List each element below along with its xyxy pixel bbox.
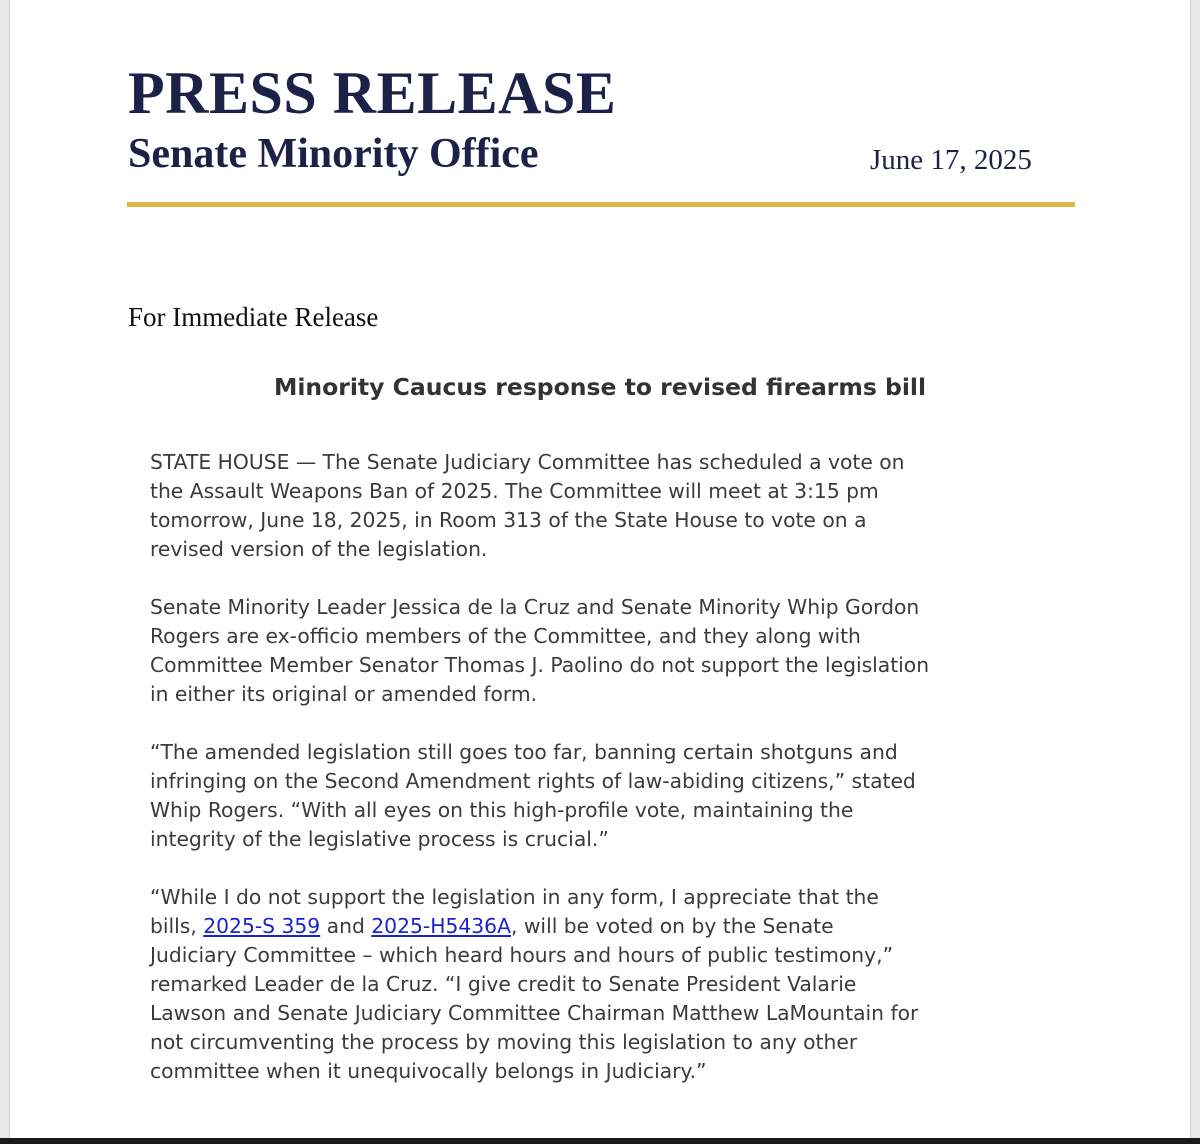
paragraph-4 <box>150 883 1090 1086</box>
release-type: For Immediate Release <box>128 302 379 332</box>
press-release-body <box>150 448 1090 1115</box>
text-line: remarked Leader de la Cruz. “I give credit to Senate President Valarie <box>150 972 857 996</box>
paragraph-3 <box>150 738 1090 854</box>
text-line: committee when it unequivocally belongs in Judiciary.” <box>150 1059 707 1083</box>
text-line: revised version of the legislation. <box>150 537 488 561</box>
text-line: Senate Minority Leader Jessica de la Cruz and Senate Minority Whip Gordon <box>150 595 920 619</box>
header-divider <box>127 202 1075 207</box>
bill-link-s359[interactable]: 2025-S 359 <box>203 914 321 938</box>
text-line: tomorrow, June 18, 2025, in Room 313 of the State House to vote on a <box>150 508 867 532</box>
press-release-title: PRESS RELEASE <box>128 60 617 126</box>
text-line: Lawson and Senate Judiciary Committee Chairman Matthew LaMountain for <box>150 1001 919 1025</box>
text-line-with-links <box>150 912 1090 941</box>
text-line: “The amended legislation still goes too far, banning certain shotguns and <box>150 740 898 764</box>
text-line: Rogers are ex-officio members of the Committee, and they along with <box>150 624 861 648</box>
text-line: not circumventing the process by moving this legislation to any other <box>150 1030 858 1054</box>
document-page <box>10 0 1190 1144</box>
bill-link-h5436a[interactable]: 2025-H5436A <box>371 914 511 938</box>
text-line: the Assault Weapons Ban of 2025. The Committee will meet at 3:15 pm <box>150 479 879 503</box>
release-date: June 17, 2025 <box>870 144 1032 176</box>
text-fragment: , will be voted on by the Senate <box>510 914 834 938</box>
text-line: STATE HOUSE — The Senate Judiciary Committee has scheduled a vote on <box>150 450 905 474</box>
text-fragment: and <box>320 914 372 938</box>
paragraph-1 <box>150 448 1090 564</box>
office-name: Senate Minority Office <box>128 131 539 177</box>
text-line: “While I do not support the legislation in any form, I appreciate that the <box>150 885 879 909</box>
bottom-edge <box>0 1138 1200 1144</box>
text-line: Judiciary Committee – which heard hours and hours of public testimony,” <box>150 943 894 967</box>
text-line: in either its original or amended form. <box>150 682 538 706</box>
text-line: integrity of the legislative process is crucial.” <box>150 827 609 851</box>
text-fragment: bills, <box>150 914 204 938</box>
text-line: infringing on the Second Amendment rights of law-abiding citizens,” stated <box>150 769 916 793</box>
headline: Minority Caucus response to revised firearms bill <box>273 373 927 401</box>
text-line: Committee Member Senator Thomas J. Paolino do not support the legislation <box>150 653 930 677</box>
text-line: Whip Rogers. “With all eyes on this high-profile vote, maintaining the <box>150 798 854 822</box>
paragraph-2 <box>150 593 1090 709</box>
